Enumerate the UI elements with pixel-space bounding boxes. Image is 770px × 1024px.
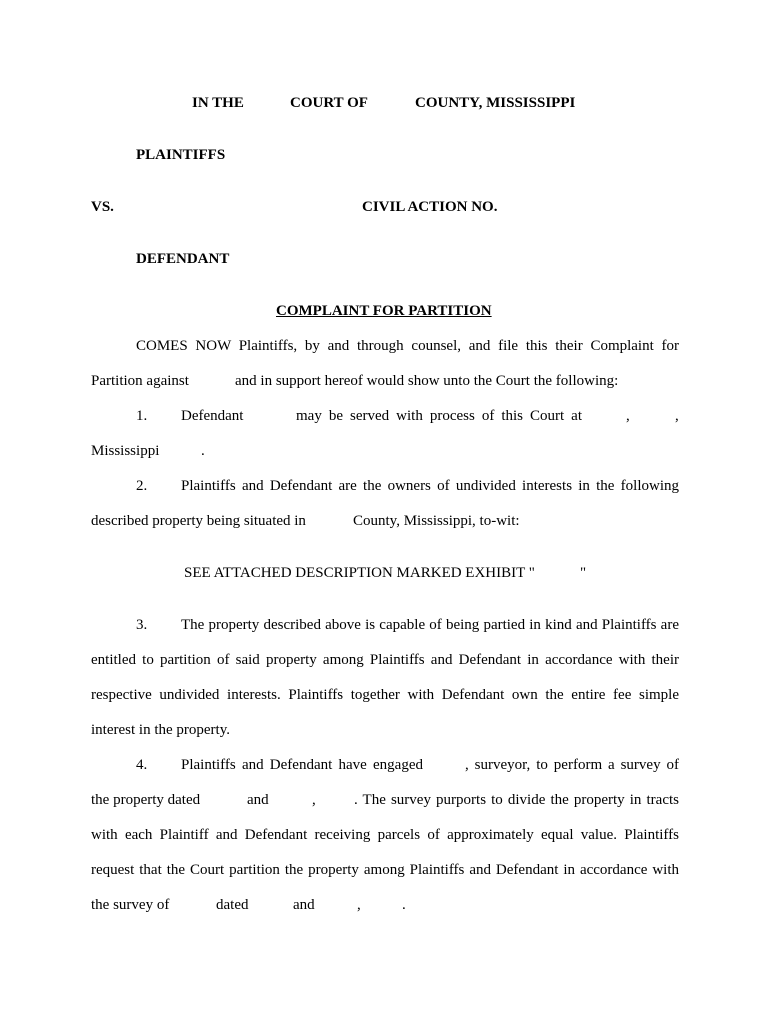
p4-number: 4. [136, 757, 148, 773]
p2-line-2b: County, Mississippi, to-wit: [353, 513, 520, 529]
p4-line-5a: the survey of [91, 897, 170, 913]
p3-number: 3. [136, 617, 148, 633]
p4-line-2a: the property dated [91, 792, 201, 808]
p4-line-1b: , surveyor, to perform a survey of [465, 757, 679, 773]
intro-line-1: COMES NOW Plaintiffs, by and through counsel, and file this their Complaint for [136, 338, 679, 354]
p4-line-5d: , [357, 897, 361, 913]
p4-line-1a: Plaintiffs and Defendant have engaged [181, 757, 423, 773]
caption-court-of: COURT OF [290, 95, 368, 111]
p1-period: . [201, 443, 205, 459]
exhibit-close-quote: " [580, 565, 587, 581]
caption-county: COUNTY, MISSISSIPPI [415, 95, 576, 111]
p3-line-3: respective undivided interests. Plaintiffs together with Defendant own the entire fee simple [91, 687, 679, 703]
p4-line-2c: , [312, 792, 316, 808]
p4-line-5b: dated [216, 897, 249, 913]
p1-defendant: Defendant [181, 408, 244, 424]
caption-vs: VS. [91, 199, 114, 215]
exhibit-text: SEE ATTACHED DESCRIPTION MARKED EXHIBIT " [184, 565, 535, 581]
intro-line-2b: and in support hereof would show unto the Court the following: [235, 373, 619, 389]
p4-line-3: with each Plaintiff and Defendant receiving parcels of approximately equal value. Plaintiffs [91, 827, 679, 843]
p1-comma-1: , [626, 408, 630, 424]
p2-line-1: Plaintiffs and Defendant are the owners of undivided interests in the following [181, 478, 679, 494]
p4-line-2d: . The survey purports to divide the property in tracts [354, 792, 679, 808]
caption-in-the: IN THE [192, 95, 244, 111]
p3-line-1: The property described above is capable of being partied in kind and Plaintiffs are [181, 617, 679, 633]
p2-number: 2. [136, 478, 148, 494]
caption-plaintiffs: PLAINTIFFS [136, 147, 226, 163]
p2-line-2a: described property being situated in [91, 513, 306, 529]
p1-comma-2: , [675, 408, 679, 424]
intro-line-2a: Partition against [91, 373, 189, 389]
p4-line-5e: . [402, 897, 406, 913]
p3-line-2: entitled to partition of said property among Plaintiffs and Defendant in accordance with their [91, 652, 679, 668]
p4-line-5c: and [293, 897, 315, 913]
p1-served-text: may be served with process of this Court at [296, 408, 582, 424]
p3-line-4: interest in the property. [91, 722, 230, 738]
document-title: COMPLAINT FOR PARTITION [276, 303, 492, 319]
caption-civil-action: CIVIL ACTION NO. [362, 199, 498, 215]
caption-defendant: DEFENDANT [136, 251, 230, 267]
p4-line-4: request that the Court partition the property among Plaintiffs and Defendant in accordance with [91, 862, 679, 878]
p1-number: 1. [136, 408, 148, 424]
p4-line-2b: and [247, 792, 269, 808]
p1-mississippi: Mississippi [91, 443, 160, 459]
